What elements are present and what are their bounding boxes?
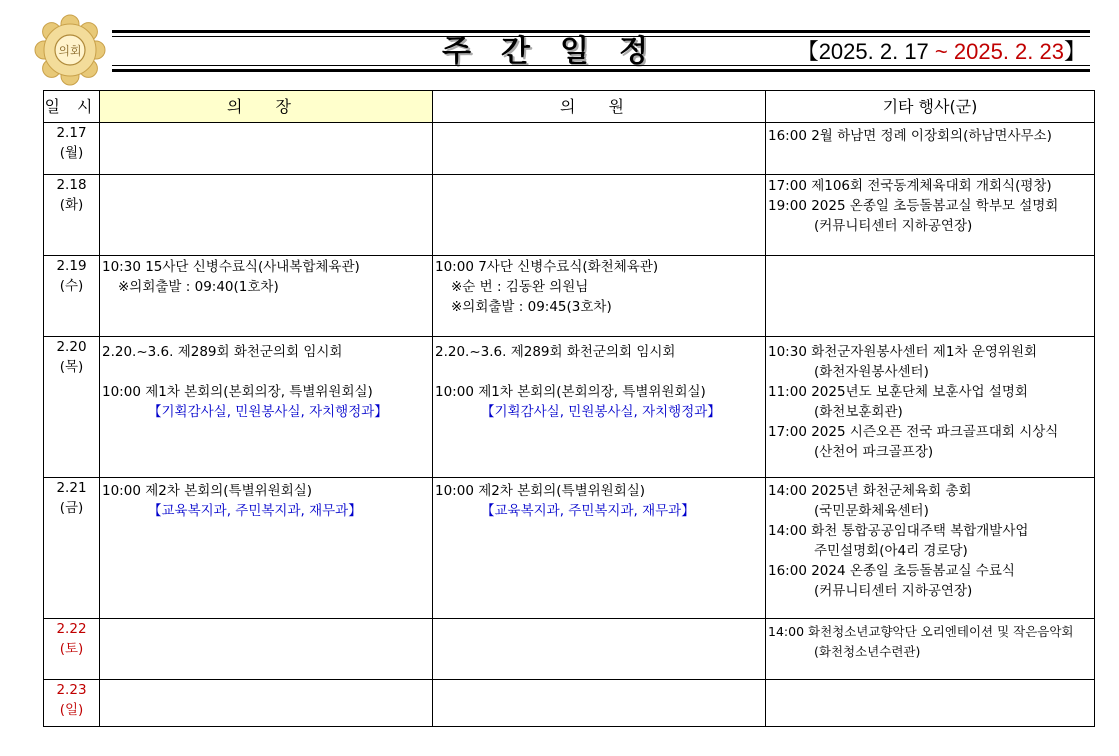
period-end-date: 2025. 2. 23 (953, 39, 1064, 64)
schedule-line: 16:00 2024 온종일 초등돌봄교실 수료식 (768, 563, 1015, 579)
schedule-line: 19:00 2025 온종일 초등돌봄교실 학부모 설명회 (768, 198, 1059, 214)
col-header-etc: 기타 행사(군) (766, 91, 1095, 123)
schedule-line: 2.20.~3.6. 제289회 화천군의회 임시회 (102, 344, 343, 360)
member-cell (433, 619, 766, 680)
schedule-line: 14:00 화천 통합공공임대주택 복합개발사업 (768, 523, 1029, 539)
schedule-line: 2.20.~3.6. 제289회 화천군의회 임시회 (435, 344, 676, 360)
table-row (44, 256, 1095, 337)
etc-cell (766, 619, 1095, 680)
etc-cell (766, 478, 1095, 619)
day-cell: 2.23 (일) (44, 680, 100, 727)
page-title: 주간일정 (442, 34, 678, 69)
day-cell: 2.18 (화) (44, 175, 100, 256)
member-cell (433, 256, 766, 337)
schedule-line: 14:00 화천청소년교향악단 오리엔테이션 및 작은음악회 (768, 624, 1074, 639)
council-cell (100, 123, 433, 175)
schedule-line: 10:00 제1차 본회의(본회의장, 특별위원회실) (435, 384, 706, 400)
etc-cell (766, 256, 1095, 337)
col-header-council: 의 장 (100, 91, 433, 123)
member-cell (433, 478, 766, 619)
member-cell (433, 337, 766, 478)
member-cell (433, 175, 766, 256)
schedule-line: 17:00 2025 시즌오픈 전국 파크골프대회 시상식 (768, 424, 1059, 440)
day-cell: 2.20 (목) (44, 337, 100, 478)
title-banner (112, 30, 1090, 72)
etc-cell (766, 175, 1095, 256)
council-cell (100, 478, 433, 619)
day-cell: 2.22 (토) (44, 619, 100, 680)
schedule-line: 10:30 15사단 신병수료식(사내복합체육관) (102, 259, 360, 275)
council-cell (100, 256, 433, 337)
dept-line: 【교육복지과, 주민복지과, 재무과】 (148, 503, 362, 519)
table-row (44, 619, 1095, 680)
schedule-line: (커뮤니티센터 지하공연장) (814, 218, 973, 234)
schedule-line: 10:00 제2차 본회의(특별위원회실) (435, 483, 646, 499)
council-cell (100, 680, 433, 727)
schedule-line: ※의회출발 : 09:40(1호차) (118, 279, 279, 295)
council-cell (100, 337, 433, 478)
schedule-line: 14:00 2025년 화천군체육회 총회 (768, 483, 972, 499)
table-row (44, 123, 1095, 175)
member-cell (433, 680, 766, 727)
schedule-line: (화천보훈회관) (814, 404, 903, 420)
schedule-line: 10:00 제2차 본회의(특별위원회실) (102, 483, 313, 499)
period-open: 【2025. 2. 17 (796, 39, 935, 64)
period-close: 】 (1063, 39, 1086, 64)
etc-cell (766, 680, 1095, 727)
schedule-line: ※의회출발 : 09:45(3호차) (451, 299, 612, 315)
schedule-line: (커뮤니티센터 지하공연장) (814, 583, 973, 599)
day-cell: 2.19 (수) (44, 256, 100, 337)
schedule-line: (화천청소년수련관) (814, 644, 921, 659)
schedule-line: 10:00 7사단 신병수료식(화천체육관) (435, 259, 659, 275)
schedule-line: 17:00 제106회 전국동계체육대회 개회식(평창) (768, 178, 1052, 194)
etc-cell (766, 123, 1095, 175)
council-cell (100, 175, 433, 256)
schedule-period (797, 38, 1086, 66)
col-header-member: 의 원 (433, 91, 766, 123)
header-row (44, 91, 1095, 123)
council-seal-logo (34, 14, 106, 86)
schedule-line: 11:00 2025년도 보훈단체 보훈사업 설명회 (768, 384, 1028, 400)
col-header-day: 일 시 (44, 91, 100, 123)
period-separator: ~ (934, 39, 954, 64)
weekly-schedule-table (43, 90, 1095, 727)
schedule-line: 주민설명회(아4리 경로당) (814, 543, 968, 559)
day-cell: 2.21 (금) (44, 478, 100, 619)
dept-line: 【교육복지과, 주민복지과, 재무과】 (481, 503, 695, 519)
dept-line: 【기획감사실, 민원봉사실, 자치행정과】 (481, 404, 721, 420)
schedule-line: 10:00 제1차 본회의(본회의장, 특별위원회실) (102, 384, 373, 400)
schedule-line: ※순 번 : 김동완 의원님 (451, 279, 589, 295)
schedule-line: 16:00 2월 하남면 정례 이장회의(하남면사무소) (768, 128, 1052, 144)
member-cell (433, 123, 766, 175)
council-cell (100, 619, 433, 680)
schedule-line: (화천자원봉사센터) (814, 364, 929, 380)
etc-cell (766, 337, 1095, 478)
dept-line: 【기획감사실, 민원봉사실, 자치행정과】 (148, 404, 388, 420)
table-row (44, 175, 1095, 256)
table-row (44, 680, 1095, 727)
svg-text:의회: 의회 (58, 44, 82, 58)
schedule-line: (국민문화체육센터) (814, 503, 929, 519)
schedule-line: 10:30 화천군자원봉사센터 제1차 운영위원회 (768, 344, 1038, 360)
schedule-line: (산천어 파크골프장) (814, 444, 934, 460)
table-row (44, 337, 1095, 478)
table-row (44, 478, 1095, 619)
day-cell: 2.17 (월) (44, 123, 100, 175)
